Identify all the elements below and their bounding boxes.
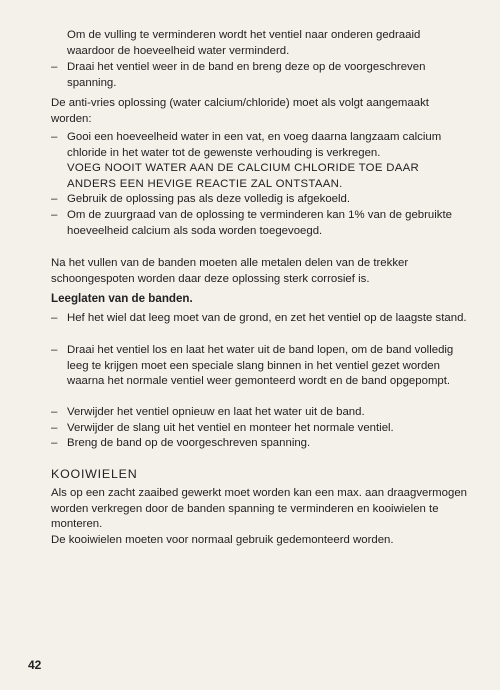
page-number: 42 xyxy=(28,658,42,672)
empty-bullet-3 xyxy=(51,405,471,421)
antifreeze-intro: De anti-vries oplossing (water calcium/chloride) moet als volgt aangemaakt worden: xyxy=(51,97,429,125)
bullet-dash: – xyxy=(51,406,58,418)
warning-text: VOEG NOOIT WATER AAN DE CALCIUM CHLORIDE TOE DAAR ANDERS EEN HEVIGE REACTIE ZAL ONTSTAAN. xyxy=(67,162,420,190)
empty-bullet-1 xyxy=(51,311,471,327)
empty-bullet-5 xyxy=(51,436,471,452)
intro-continuation: Om de vulling te verminderen wordt het ventiel naar onderen gedraaid waardoor de hoeveelheid water verminderd. xyxy=(67,29,421,57)
bullet-dash: – xyxy=(51,422,58,434)
bullet-dash: – xyxy=(51,131,58,143)
section-cage-title: KOOIWIELEN xyxy=(51,467,138,481)
bullet-dash: – xyxy=(51,312,58,324)
cage-paragraph-1: Als op een zacht zaaibed gewerkt moet worden kan een max. aan draagvermogen worden verkregen door de banden spanning te verminderen en kooiwielen te monteren. xyxy=(51,487,468,531)
bullet-dash: – xyxy=(51,344,58,356)
empty-bullet-2-text: Draai het ventiel los en laat het water uit de band lopen, om de band volledig leeg te krijgen moet een speciale slang binnen in het ventiel gezet worden waarna het normale ventiel weer gemonteerd wordt en de band opgepompt. xyxy=(67,344,454,388)
empty-bullet-4-text: Verwijder de slang uit het ventiel en monteer het normale ventiel. xyxy=(67,422,394,434)
bullet-dash: – xyxy=(51,193,58,205)
antifreeze-bullet-3 xyxy=(51,208,471,239)
empty-bullet-5-text: Breng de band op de voorgeschreven spanning. xyxy=(67,437,311,449)
intro-bullet-text: Draai het ventiel weer in de band en breng deze op de voorgeschreven spanning. xyxy=(67,61,426,89)
cage-paragraph-2: De kooiwielen moeten voor normaal gebruik gedemonteerd worden. xyxy=(51,534,394,546)
after-fill-text: Na het vullen van de banden moeten alle metalen delen van de trekker schoongespoten worden daar deze oplossing sterk corrosief is. xyxy=(51,257,409,285)
intro-bullet xyxy=(51,60,471,91)
bullet-dash: – xyxy=(51,209,58,221)
antifreeze-bullet-1-text: Gooi een hoeveelheid water in een vat, en voeg daarna langzaam calcium chloride in het water tot de gewenste verhouding is verkregen. xyxy=(67,131,442,159)
bullet-dash: – xyxy=(51,61,58,73)
bullet-dash: – xyxy=(51,437,58,449)
antifreeze-bullet-2-text: Gebruik de oplossing pas als deze volledig is afgekoeld. xyxy=(67,193,351,205)
empty-bullet-1-text: Hef het wiel dat leeg moet van de grond, en zet het ventiel op de laagste stand. xyxy=(67,312,467,324)
empty-bullet-3-text: Verwijder het ventiel opnieuw en laat het water uit de band. xyxy=(67,406,365,418)
empty-bullet-2 xyxy=(51,343,471,390)
antifreeze-bullet-2 xyxy=(51,192,471,208)
antifreeze-bullet-1 xyxy=(51,130,471,192)
antifreeze-bullet-3-text: Om de zuurgraad van de oplossing te verminderen kan 1% van de gebruikte hoeveelheid calcium als soda worden toegevoegd. xyxy=(67,209,452,237)
section-empty-title: Leeglaten van de banden. xyxy=(51,292,193,305)
empty-bullet-4 xyxy=(51,421,471,437)
